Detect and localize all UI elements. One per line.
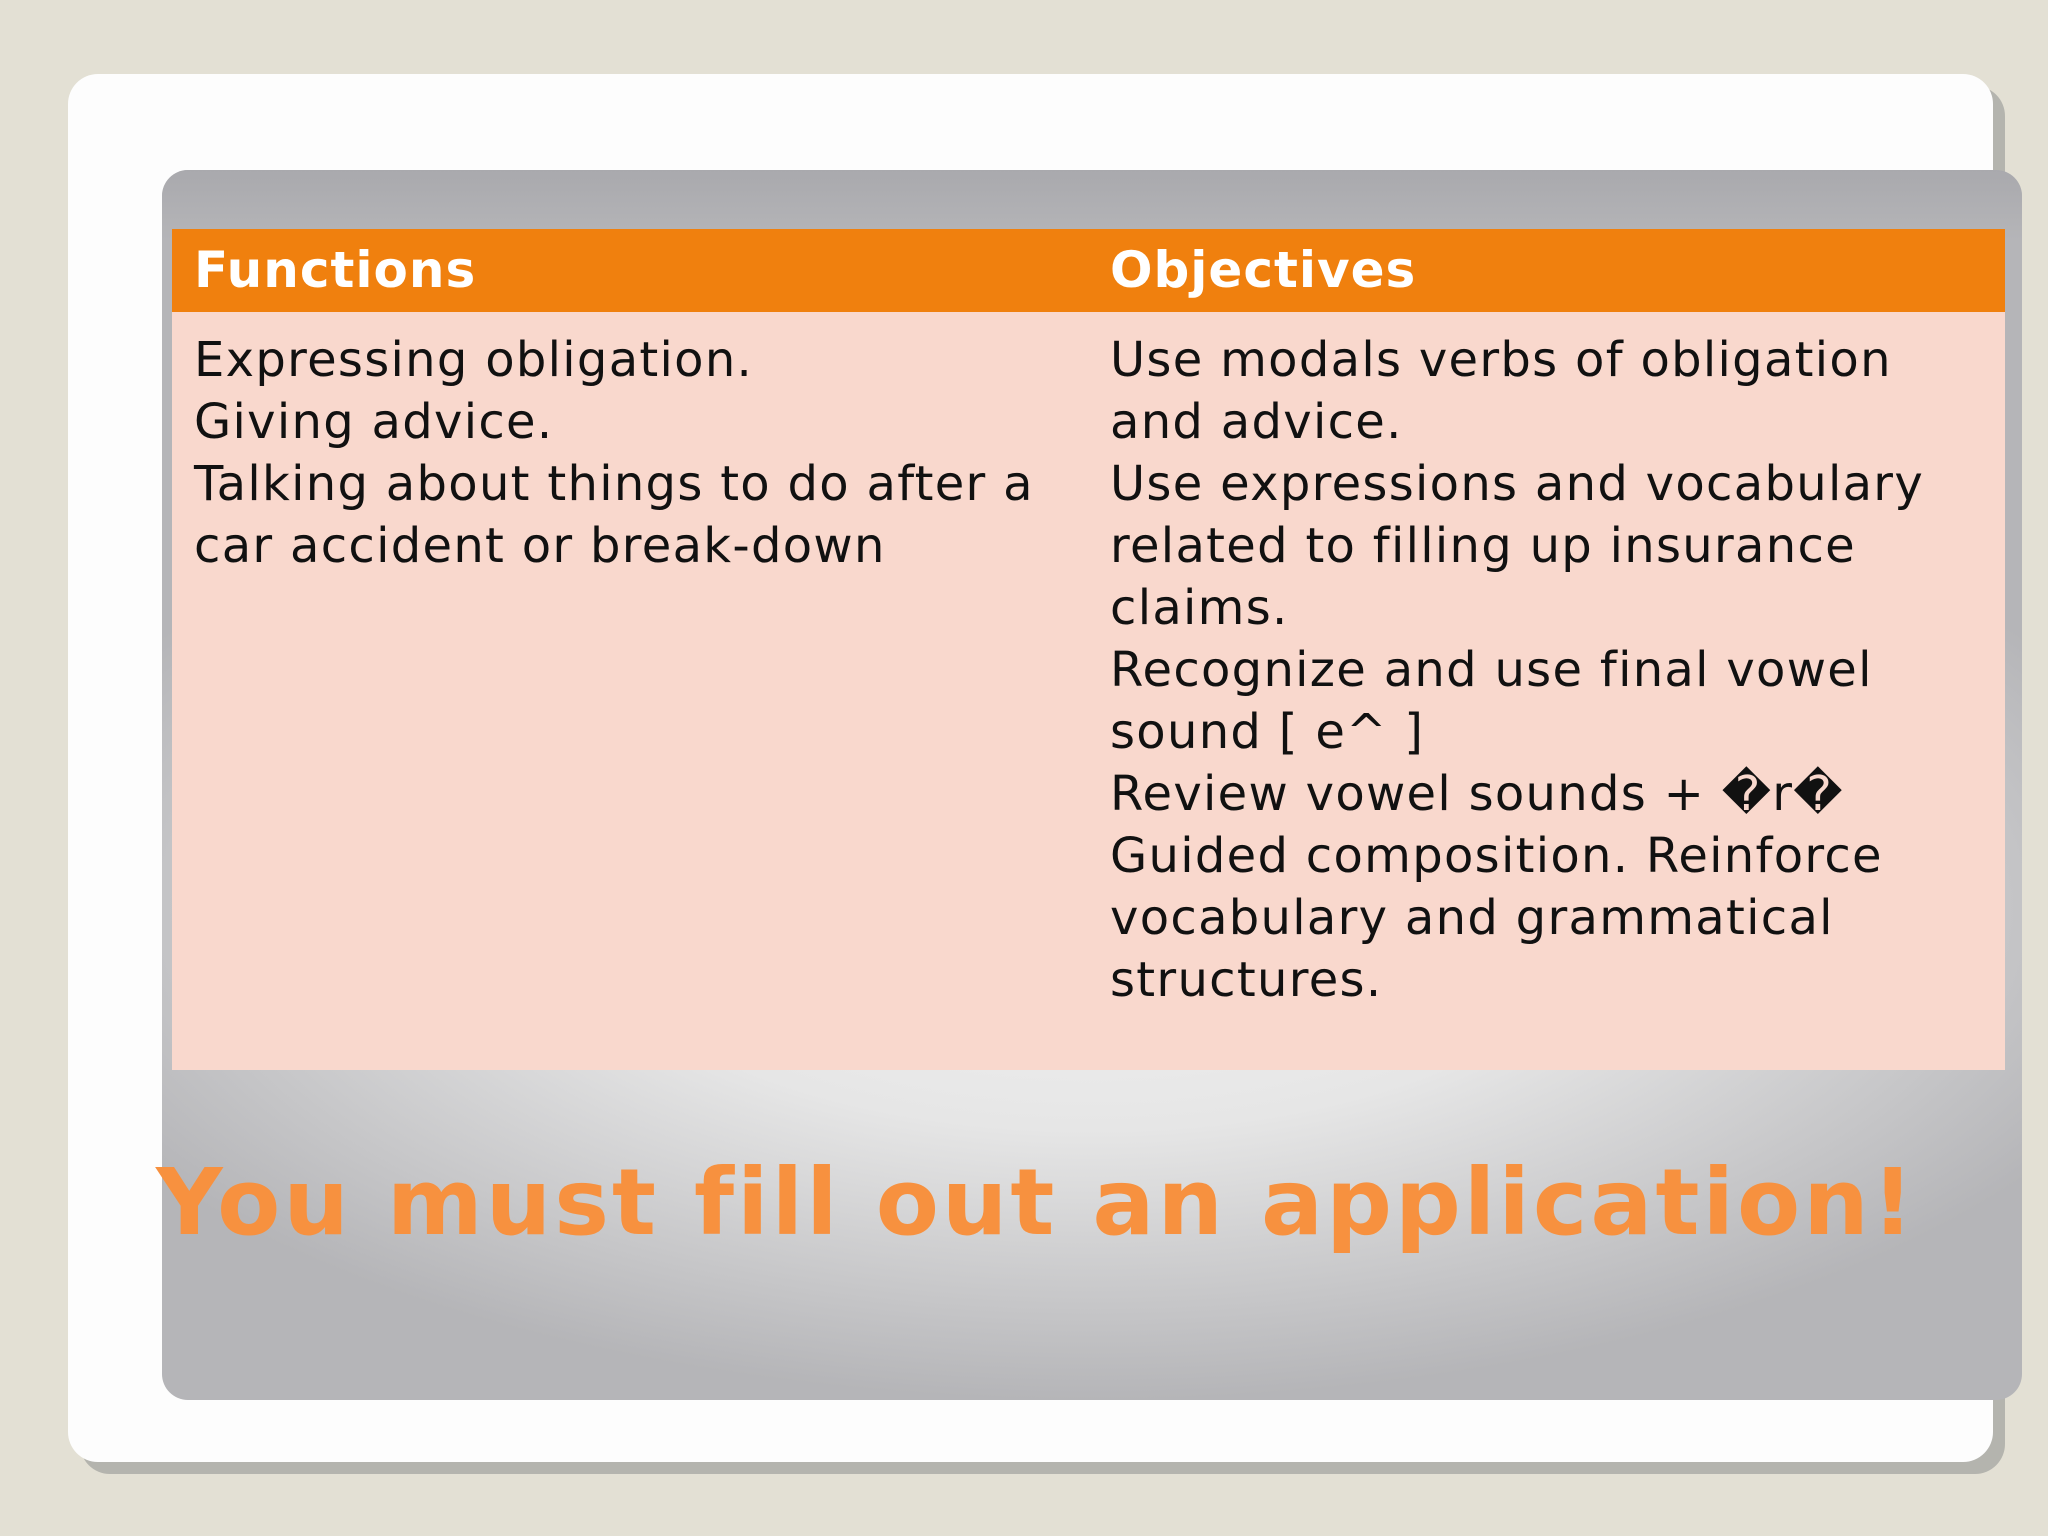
objectives-line: Use modals verbs of obligation xyxy=(1110,332,1892,388)
functions-line: Talking about things to do after a xyxy=(194,456,1034,512)
functions-line: car accident or break-down xyxy=(194,518,886,574)
objectives-header: Objectives xyxy=(1110,241,1417,299)
objectives-line: related to filling up insurance xyxy=(1110,518,1857,574)
objectives-line: Recognize and use final vowel xyxy=(1110,642,1873,698)
objectives-line: sound [ e^ ] xyxy=(1110,704,1425,760)
objectives-line: and advice. xyxy=(1110,394,1403,450)
objectives-line: vocabulary and grammatical xyxy=(1110,890,1834,946)
functions-cell xyxy=(194,329,1094,577)
objectives-line: Review vowel sounds + �r� xyxy=(1110,766,1844,822)
functions-line: Expressing obligation. xyxy=(194,332,754,388)
objectives-line: Guided composition. Reinforce xyxy=(1110,828,1883,884)
functions-line: Giving advice. xyxy=(194,394,554,450)
functions-objectives-table xyxy=(172,229,2005,1070)
objectives-line: Use expressions and vocabulary xyxy=(1110,456,1925,512)
objectives-cell xyxy=(1110,329,1990,1011)
objectives-line: claims. xyxy=(1110,580,1289,636)
table-header-row xyxy=(172,229,2005,312)
slide-title: You must fill out an application! xyxy=(156,1149,1917,1256)
objectives-line: structures. xyxy=(1110,952,1383,1008)
functions-header: Functions xyxy=(194,241,477,299)
